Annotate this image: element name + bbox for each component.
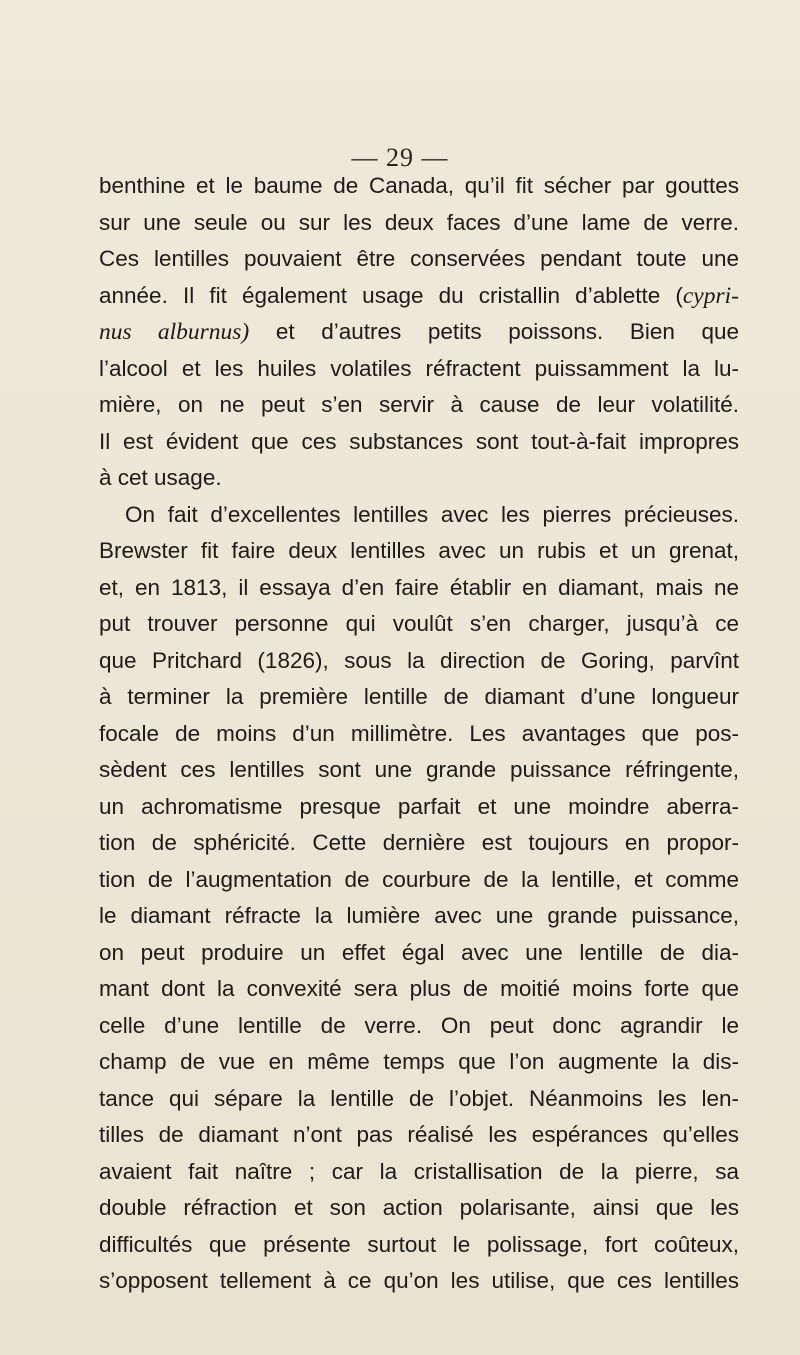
line-text: mière, on ne peut s’en servir à cause de leur volatilité. [99, 392, 739, 417]
text-line [99, 314, 739, 351]
line-text: que Pritchard (1826), sous la direction de Goring, parvînt [99, 647, 739, 673]
text-line [99, 1154, 739, 1191]
line-text: put trouver personne qui voulût s’en charger, jusqu’à ce [99, 611, 739, 636]
paragraph [99, 168, 739, 497]
line-text: on peut produire un effet égal avec une lentille de dia- [99, 939, 739, 965]
text-line [99, 205, 739, 242]
line-text: champ de vue en même temps que l’on augmente la dis- [99, 1049, 739, 1074]
text-line [99, 424, 739, 461]
line-text: avaient fait naître ; car la cristallisation de la pierre, sa [99, 1158, 739, 1184]
text-line [99, 789, 739, 826]
line-text: le diamant réfracte la lumière avec une grande puissance, [99, 903, 739, 928]
text-line [99, 1117, 739, 1154]
text-line [99, 570, 739, 607]
text-line [99, 497, 739, 534]
line-text: celle d’une lentille de verre. On peut donc agrandir le [99, 1012, 739, 1038]
text-line [99, 1227, 739, 1264]
text-line [99, 862, 739, 899]
line-text: s’opposent tellement à ce qu’on les utilise, que ces lentilles [99, 1268, 739, 1293]
text-line [99, 643, 739, 680]
text-line [99, 1081, 739, 1118]
text-line [99, 351, 739, 388]
line-text: année. Il fit également usage du cristallin d’ablette ( [99, 282, 683, 308]
line-text: difficultés que présente surtout le polissage, fort coûteux, [99, 1231, 739, 1257]
page-number: — 29 — [351, 143, 449, 172]
text-line [99, 168, 739, 205]
paragraph [99, 497, 739, 1300]
text-line [99, 1190, 739, 1227]
text-line [99, 606, 739, 643]
line-text: et d’autres petits poissons. Bien que [249, 319, 739, 344]
italic-text: nus alburnus) [99, 319, 250, 345]
text-line [99, 1044, 739, 1081]
line-text: à cet usage. [99, 465, 222, 490]
text-line [99, 278, 739, 315]
line-text: à terminer la première lentille de diamant d’une longueur [99, 684, 739, 709]
text-line [99, 460, 739, 497]
line-text: Brewster fit faire deux lentilles avec un rubis et un grenat, [99, 538, 739, 563]
line-text: double réfraction et son action polarisante, ainsi que les [99, 1195, 739, 1220]
text-line [99, 241, 739, 278]
line-text: tion de l’augmentation de courbure de la lentille, et comme [99, 866, 739, 892]
line-text: On fait d’excellentes lentilles avec les pierres précieuses. [125, 501, 739, 527]
line-text: sur une seule ou sur les deux faces d’une lame de verre. [99, 209, 739, 235]
line-text: tilles de diamant n’ont pas réalisé les espérances qu’elles [99, 1122, 739, 1147]
text-line [99, 1008, 739, 1045]
line-text: Ces lentilles pouvaient être conservées pendant toute une [99, 246, 739, 271]
body-text [99, 168, 739, 1300]
line-text: tion de sphéricité. Cette dernière est toujours en propor- [99, 830, 739, 855]
text-line [99, 387, 739, 424]
text-line [99, 1263, 739, 1300]
line-text: sèdent ces lentilles sont une grande puissance réfringente, [99, 757, 739, 782]
text-line [99, 898, 739, 935]
text-line [99, 971, 739, 1008]
line-text: mant dont la convexité sera plus de moitié moins forte que [99, 976, 739, 1001]
text-line [99, 533, 739, 570]
text-line [99, 825, 739, 862]
line-text: focale de moins d’un millimètre. Les avantages que pos- [99, 720, 739, 746]
line-text: l’alcool et les huiles volatiles réfractent puissamment la lu- [99, 355, 739, 381]
text-line [99, 935, 739, 972]
line-text: et, en 1813, il essaya d’en faire établir en diamant, mais ne [99, 574, 739, 600]
line-text: un achromatisme presque parfait et une moindre aberra- [99, 793, 739, 819]
text-line [99, 679, 739, 716]
line-text: tance qui sépare la lentille de l’objet. Néanmoins les len- [99, 1085, 739, 1111]
line-text: Il est évident que ces substances sont tout-à-fait impropres [99, 428, 739, 454]
italic-text: cypri- [682, 282, 739, 309]
text-line [99, 716, 739, 753]
line-text: benthine et le baume de Canada, qu’il fit sécher par gouttes [99, 173, 739, 198]
text-line [99, 752, 739, 789]
